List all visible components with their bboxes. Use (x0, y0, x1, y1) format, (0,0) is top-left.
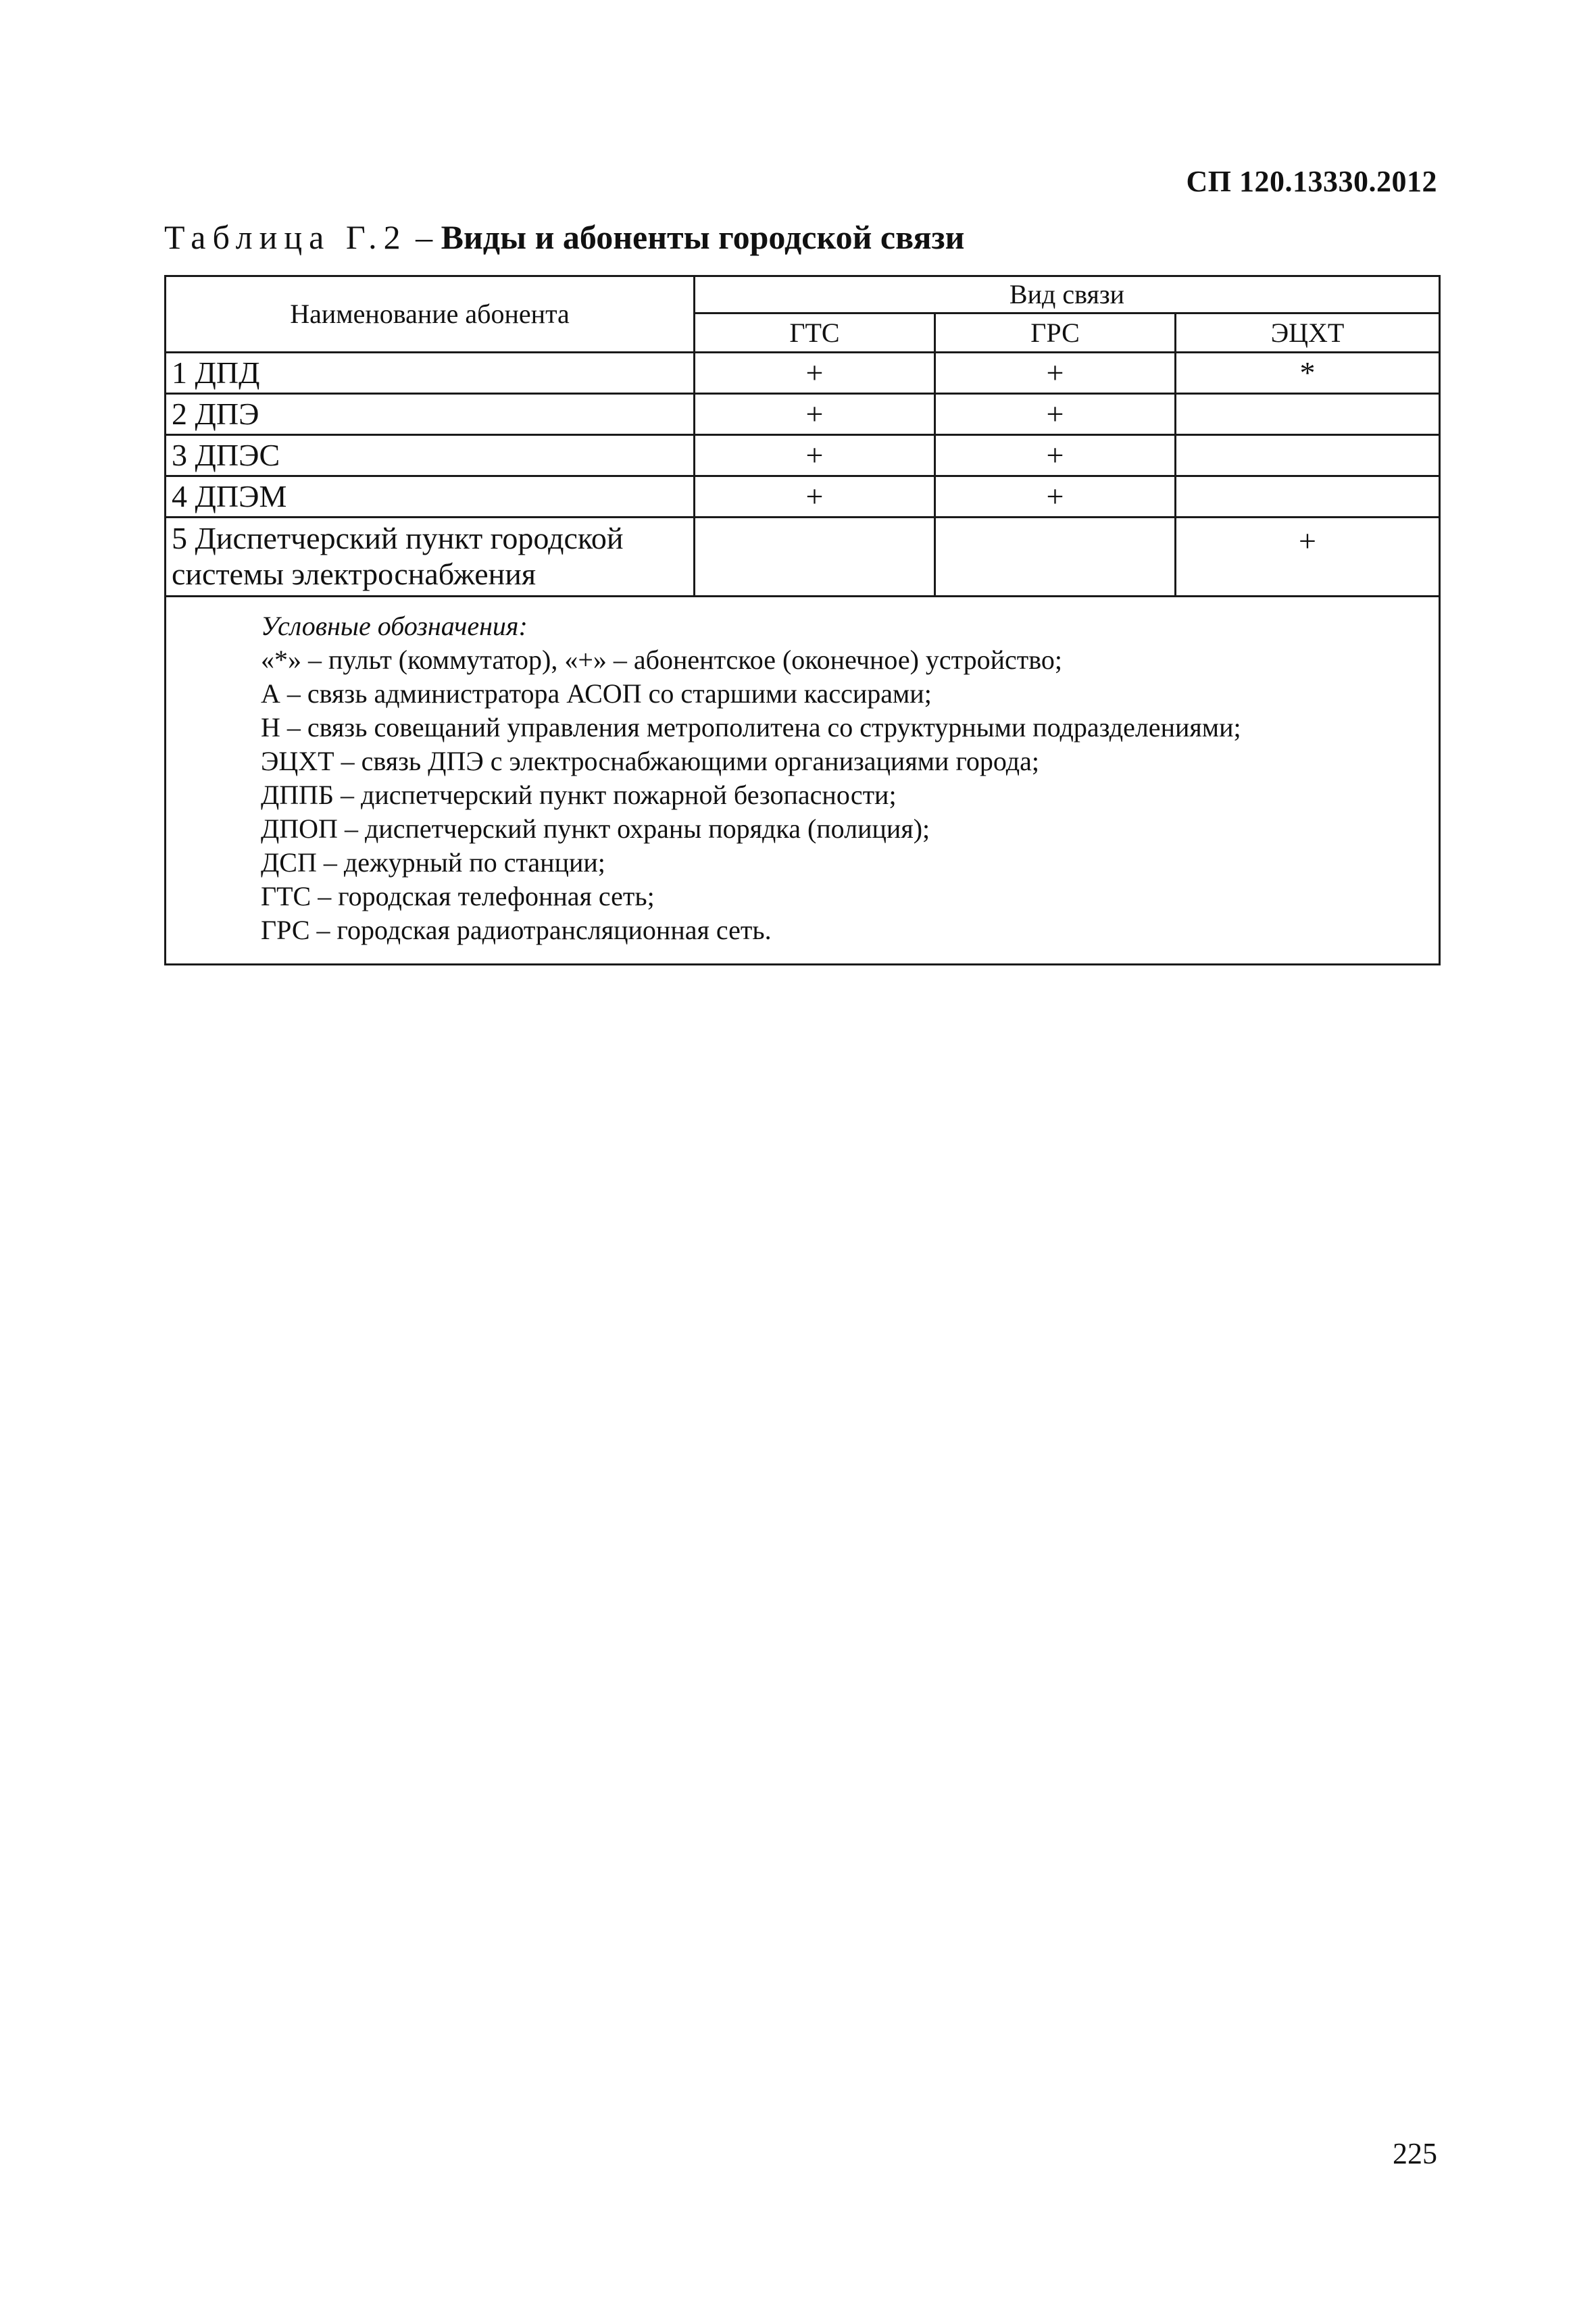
subscriber-name: 4 ДПЭМ (166, 476, 695, 518)
legend-item: А – связь администратора АСОП со старшими кассирами; (261, 678, 932, 709)
gts-mark (695, 518, 935, 597)
legend-item: ДПОП – диспетчерский пункт охраны порядка (полиция); (261, 813, 930, 844)
grs-mark: + (935, 353, 1176, 394)
legend-item: ДСП – дежурный по станции; (261, 847, 605, 878)
gts-mark: + (695, 353, 935, 394)
table-row (166, 394, 1440, 435)
etsht-column-header: ЭЦХТ (1176, 313, 1440, 353)
etsht-mark (1176, 435, 1440, 476)
subscriber-name: 1 ДПД (166, 353, 695, 394)
communication-table (164, 275, 1441, 965)
legend-item: ДППБ – диспетчерский пункт пожарной безопасности; (261, 780, 897, 810)
communication-type-header: Вид связи (695, 276, 1440, 313)
gts-mark: + (695, 394, 935, 435)
legend-item: Н – связь совещаний управления метрополитена со структурными подразделениями; (261, 712, 1241, 743)
grs-mark: + (935, 476, 1176, 518)
grs-mark (935, 518, 1176, 597)
legend-item: «*» – пульт (коммутатор), «+» – абонентское (оконечное) устройство; (261, 645, 1063, 675)
table-row (166, 435, 1440, 476)
etsht-mark: + (1176, 518, 1440, 597)
subscriber-name-line: 5 Диспетчерский пункт городской (172, 521, 624, 556)
legend-item: ГРС – городская радиотрансляционная сеть. (261, 915, 772, 945)
gts-mark: + (695, 435, 935, 476)
table-header-row (166, 276, 1440, 313)
legend-title: Условные обозначения: (261, 611, 528, 641)
legend (166, 597, 1440, 965)
subscriber-name-header: Наименование абонента (166, 276, 695, 353)
table-row (166, 476, 1440, 518)
grs-mark: + (935, 435, 1176, 476)
subscriber-name: 2 ДПЭ (166, 394, 695, 435)
subscriber-name (166, 518, 695, 597)
etsht-mark (1176, 394, 1440, 435)
page-number: 225 (1393, 2137, 1437, 2170)
legend-row (166, 597, 1440, 965)
grs-mark: + (935, 394, 1176, 435)
table-row (166, 353, 1440, 394)
etsht-mark: * (1176, 353, 1440, 394)
table-caption-title: Виды и абоненты городской связи (441, 218, 965, 256)
subscriber-name: 3 ДПЭС (166, 435, 695, 476)
document-code: СП 120.13330.2012 (1186, 165, 1437, 198)
table-caption (164, 218, 964, 257)
table-caption-prefix: Таблица Г.2 (164, 218, 407, 256)
legend-item: ГТС – городская телефонная сеть; (261, 881, 655, 911)
grs-column-header: ГРС (935, 313, 1176, 353)
legend-item: ЭЦХТ – связь ДПЭ с электроснабжающими организациями города; (261, 746, 1039, 776)
table-row (166, 518, 1440, 597)
table-caption-dash: – (407, 218, 441, 256)
gts-column-header: ГТС (695, 313, 935, 353)
gts-mark: + (695, 476, 935, 518)
etsht-mark (1176, 476, 1440, 518)
subscriber-name-line: системы электроснабжения (172, 557, 537, 591)
